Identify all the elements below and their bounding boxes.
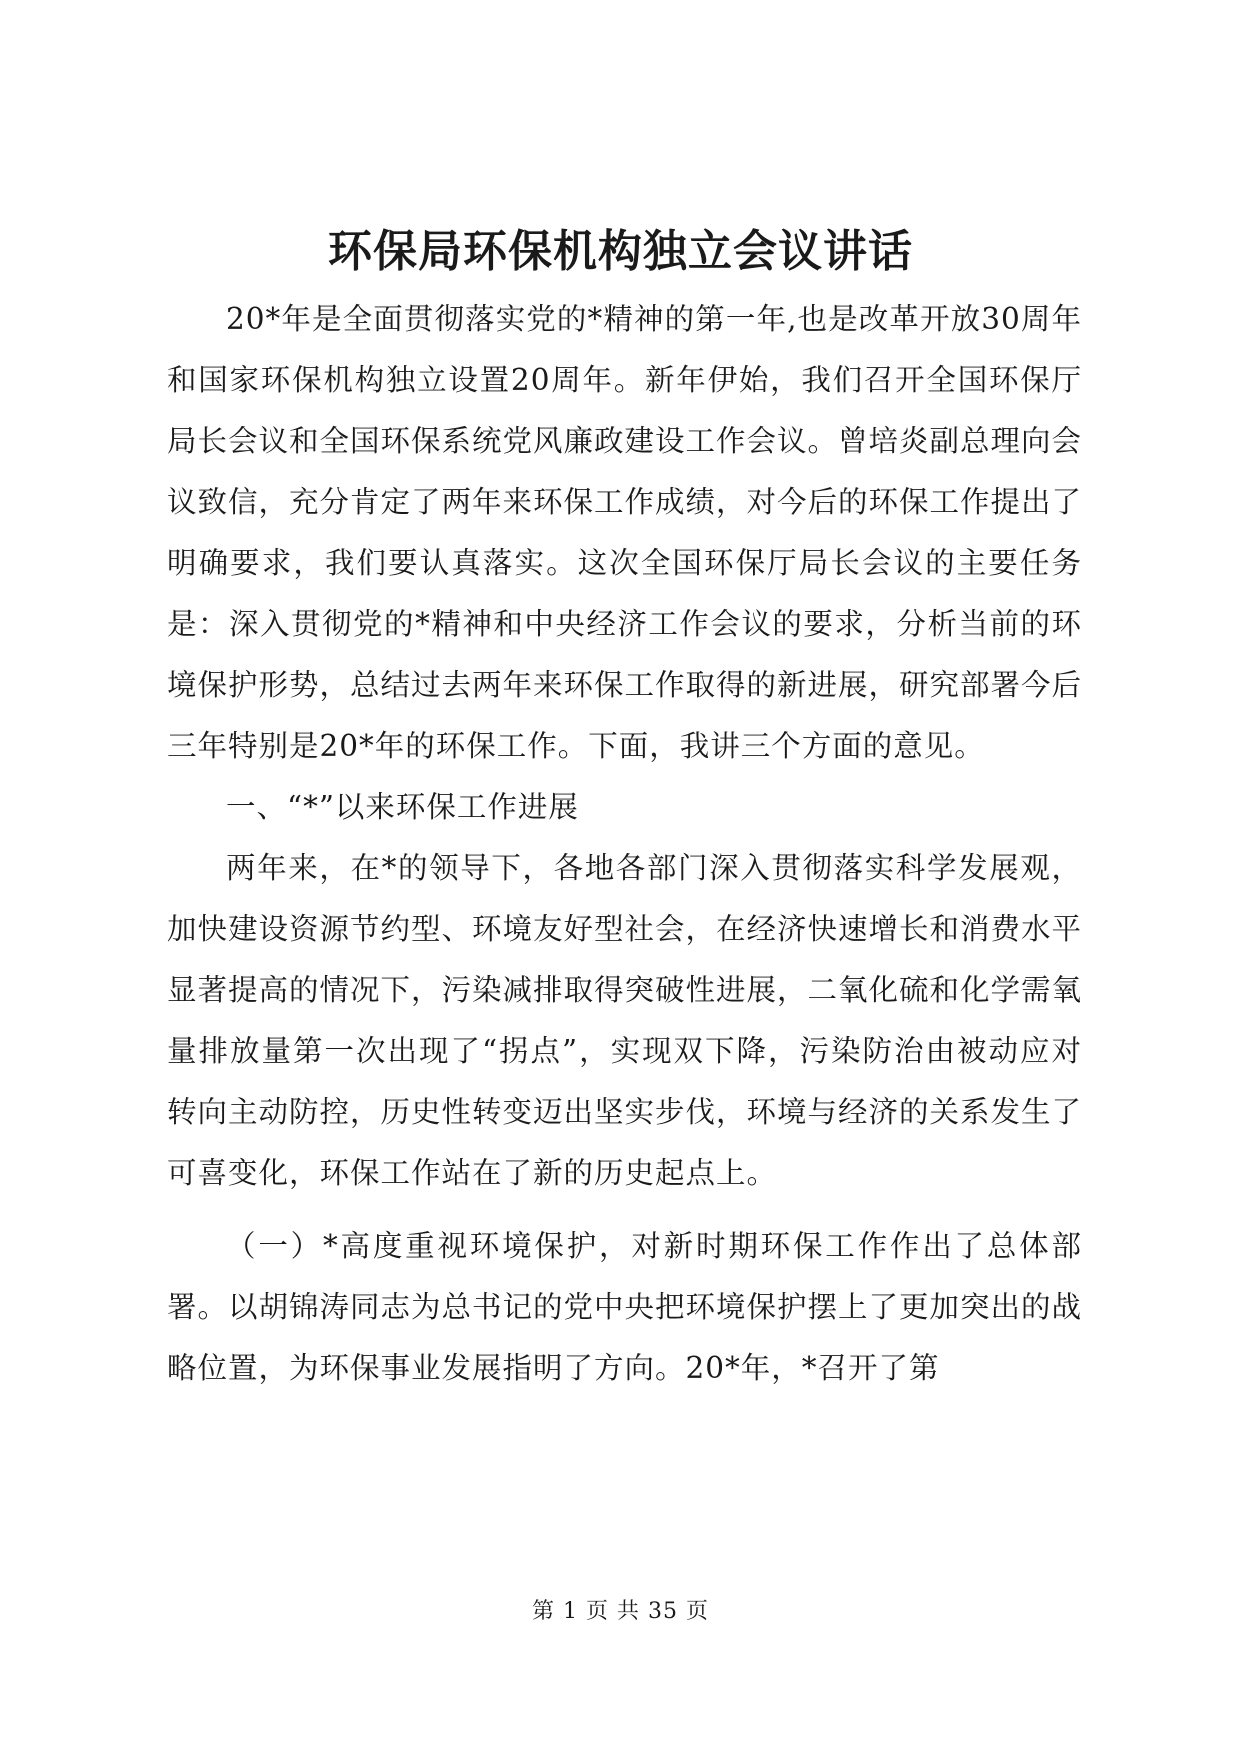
document-title: 环保局环保机构独立会议讲话	[328, 226, 913, 277]
subsection-paragraph: （一）*高度重视环境保护，对新时期环保工作作出了总体部署。以胡锦涛同志为总书记的党中央把环境保护摆上了更加突出的战略位置，为环保事业发展指明了方向。20*年，*召开了第	[167, 1229, 1083, 1385]
intro-paragraph: 20*年是全面贯彻落实党的*精神的第一年,也是改革开放30周年和国家环保机构独立设置20周年。新年伊始，我们召开全国环保厅局长会议和全国环保系统党风廉政建设工作会议。曾培炎副总理向会议致信，充分肯定了两年来环保工作成绩，对今后的环保工作提出了明确要求，我们要认真落实。这次全国环保厅局长会议的主要任务是：深入贯彻党的*精神和中央经济工作会议的要求，分析当前的环境保护形势，总结过去两年来环保工作取得的新进展，研究部署今后三年特别是20*年的环保工作。下面，我讲三个方面的意见。	[167, 302, 1083, 763]
progress-paragraph: 两年来，在*的领导下，各地各部门深入贯彻落实科学发展观，加快建设资源节约型、环境友好型社会，在经济快速增长和消费水平显著提高的情况下，污染减排取得突破性进展，二氧化硫和化学需氧量排放量第一次出现了“拐点”，实现双下降，污染防治由被动应对转向主动防控，历史性转变迈出坚实步伐，环境与经济的关系发生了可喜变化，环保工作站在了新的历史起点上。	[167, 851, 1083, 1190]
page-number-footer: 第 1 页 共 35 页	[532, 1599, 709, 1624]
section-heading: 一、“*”以来环保工作进展	[226, 790, 579, 824]
document-body	[167, 289, 1082, 1399]
